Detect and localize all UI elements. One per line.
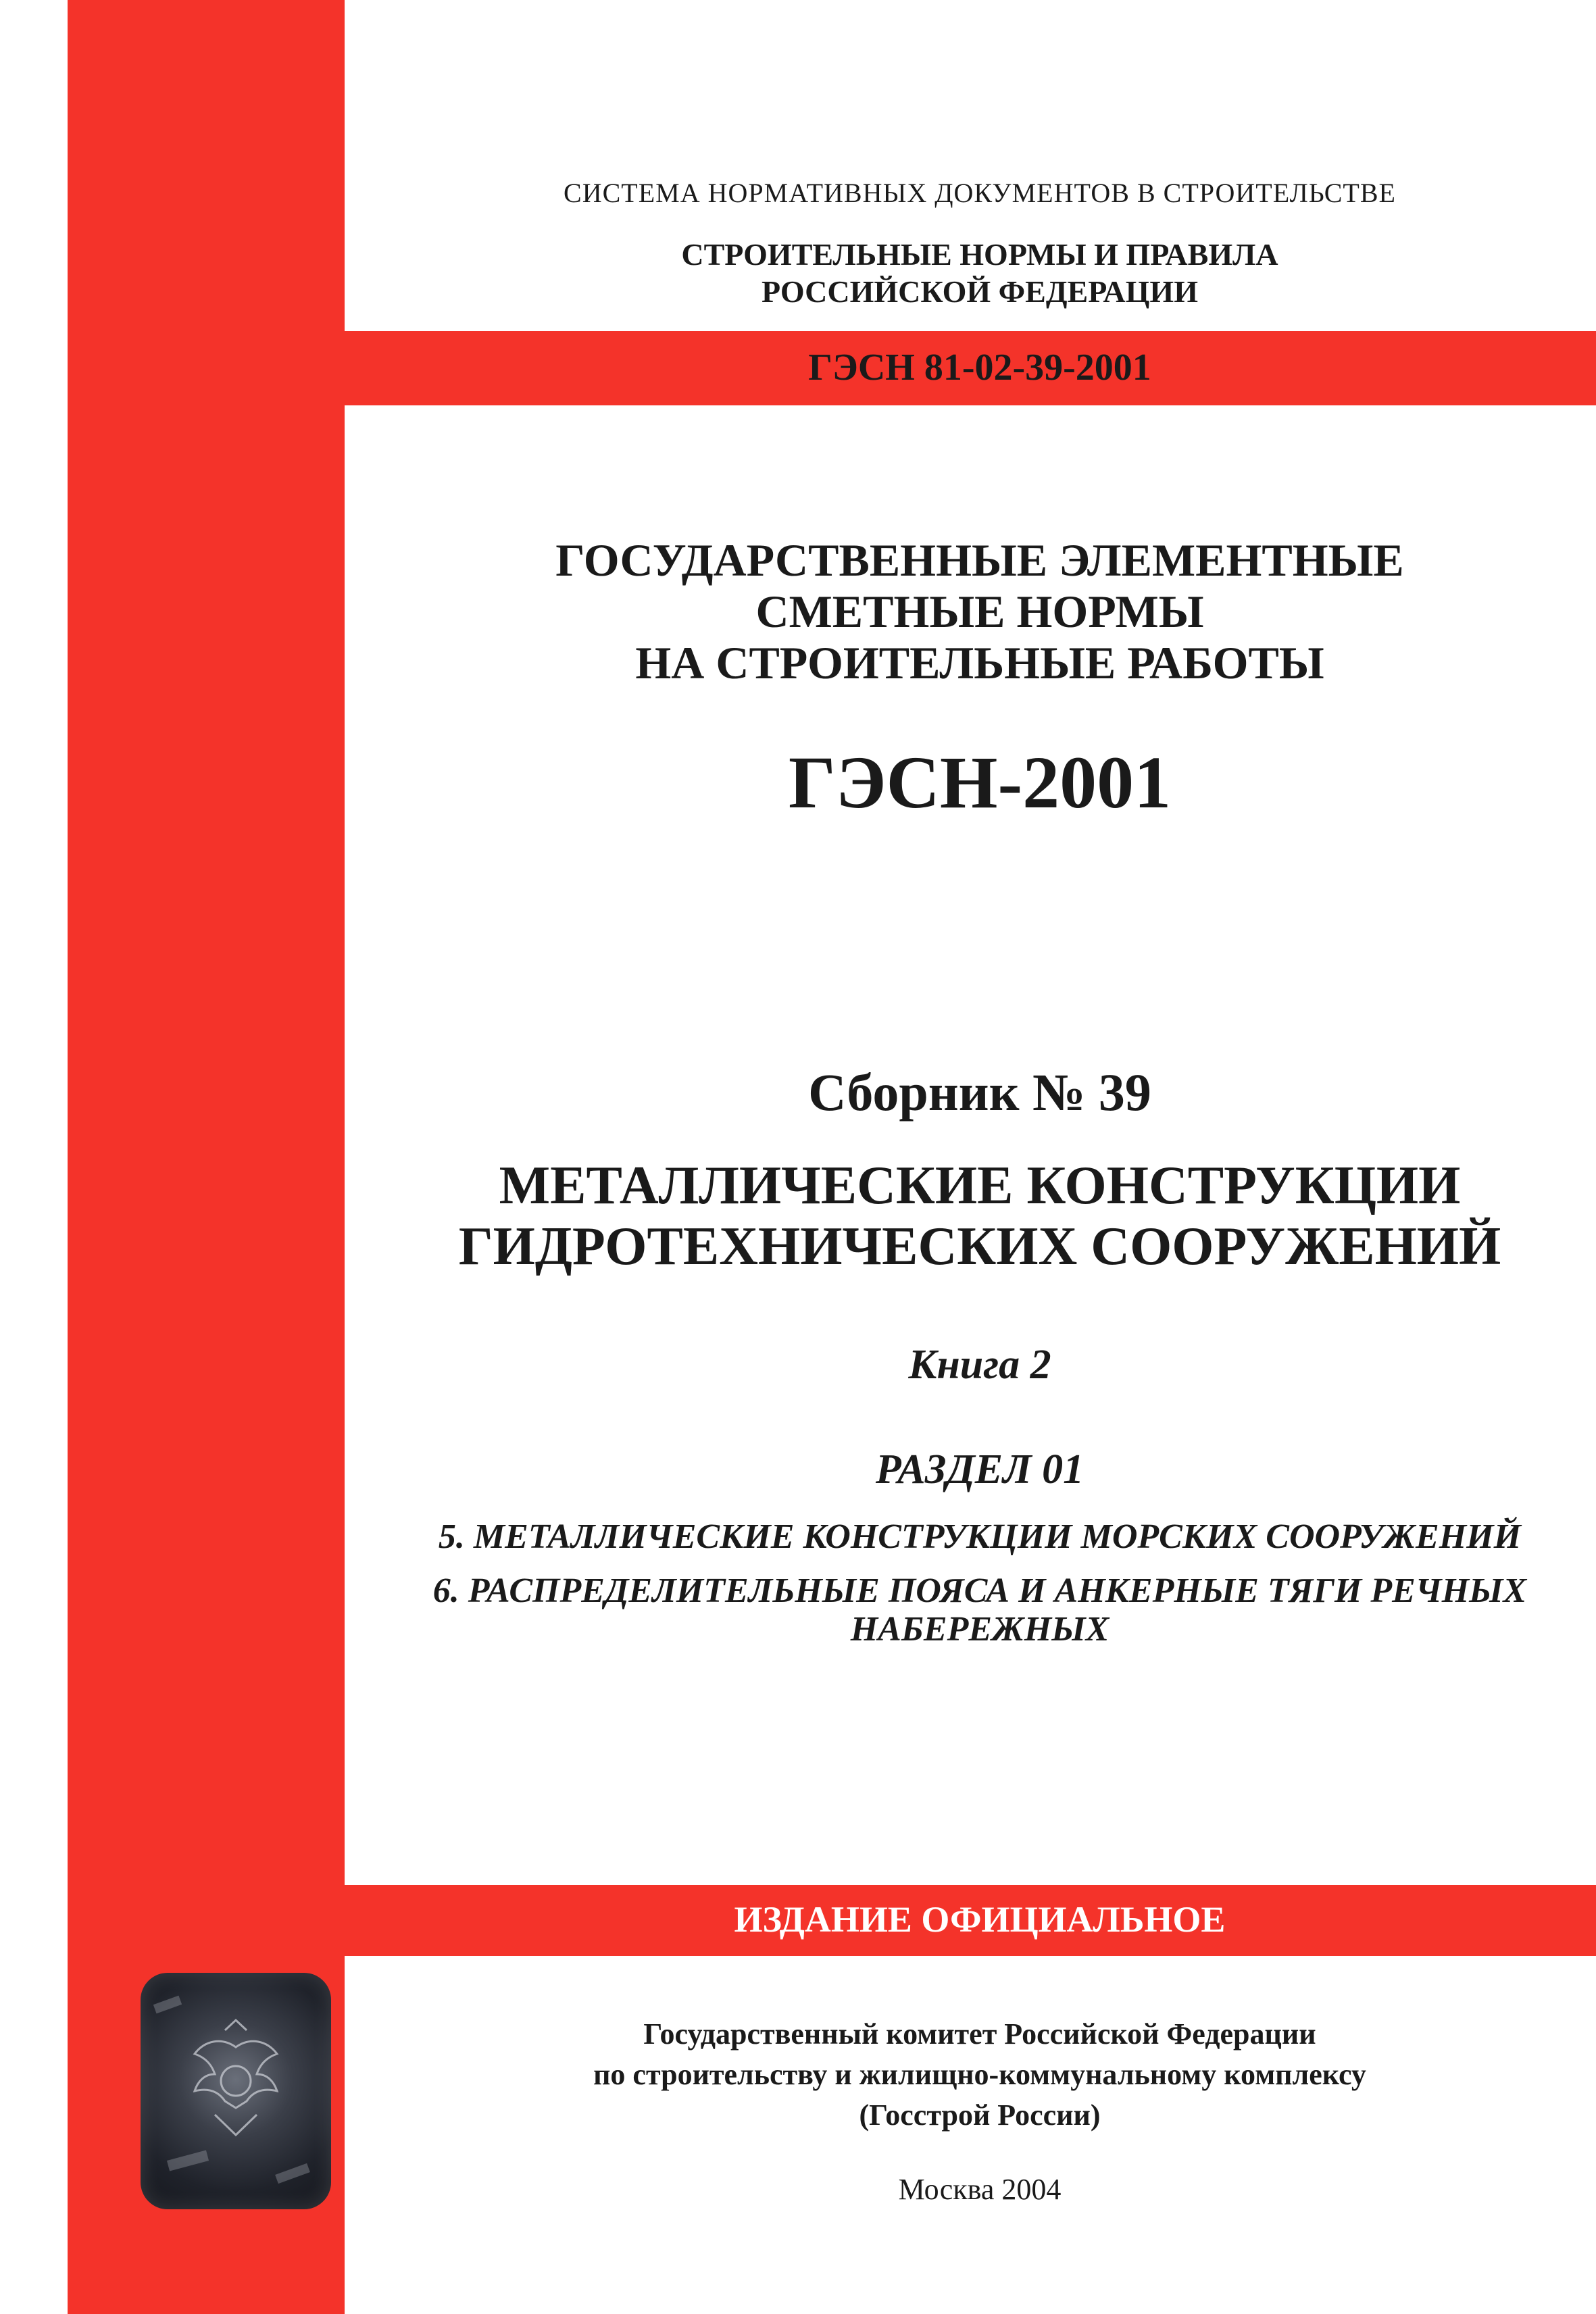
title-line-2: СМЕТНЫЕ НОРМЫ: [755, 586, 1204, 637]
document-code: ГЭСН 81-02-39-2001: [808, 347, 1151, 388]
system-line: СИСТЕМА НОРМАТИВНЫХ ДОКУМЕНТОВ В СТРОИТЕЛЬСТВЕ: [564, 178, 1396, 208]
publisher-line-1: Государственный комитет Российской Федерации: [643, 2017, 1316, 2051]
left-red-bar-top: [68, 0, 345, 331]
city-year: Москва 2004: [898, 2173, 1062, 2206]
title-line-3: НА СТРОИТЕЛЬНЫЕ РАБОТЫ: [635, 637, 1324, 688]
publisher-line-3: (Госстрой России): [859, 2098, 1101, 2132]
hologram-emblem-icon: [141, 1973, 331, 2209]
title-line-1: ГОСУДАРСТВЕННЫЕ ЭЛЕМЕНТНЫЕ: [555, 534, 1404, 586]
section-label: РАЗДЕЛ 01: [875, 1447, 1084, 1492]
collection-name-line-1: МЕТАЛЛИЧЕСКИЕ КОНСТРУКЦИИ: [499, 1156, 1461, 1215]
section-item-6-line-2: НАБЕРЕЖНЫХ: [850, 1610, 1109, 1649]
left-red-bar-middle: [68, 405, 345, 1885]
collection-name-line-2: ГИДРОТЕХНИЧЕСКИХ СООРУЖЕНИЙ: [458, 1217, 1501, 1276]
norms-line-1: СТРОИТЕЛЬНЫЕ НОРМЫ И ПРАВИЛА: [681, 237, 1278, 272]
title-short: ГЭСН-2001: [788, 741, 1172, 824]
edition-label: ИЗДАНИЕ ОФИЦИАЛЬНОЕ: [734, 1899, 1226, 1940]
section-item-6-line-1: 6. РАСПРЕДЕЛИТЕЛЬНЫЕ ПОЯСА И АНКЕРНЫЕ ТЯГИ РЕЧНЫХ: [432, 1571, 1527, 1610]
norms-line-2: РОССИЙСКОЙ ФЕДЕРАЦИИ: [762, 274, 1198, 309]
section-item-5: 5. МЕТАЛЛИЧЕСКИЕ КОНСТРУКЦИИ МОРСКИХ СООРУЖЕНИЙ: [438, 1517, 1522, 1556]
book-number: Книга 2: [908, 1342, 1051, 1388]
collection-number: Сборник № 39: [808, 1063, 1151, 1122]
publisher-line-2: по строительству и жилищно-коммунальному комплексу: [593, 2058, 1366, 2091]
